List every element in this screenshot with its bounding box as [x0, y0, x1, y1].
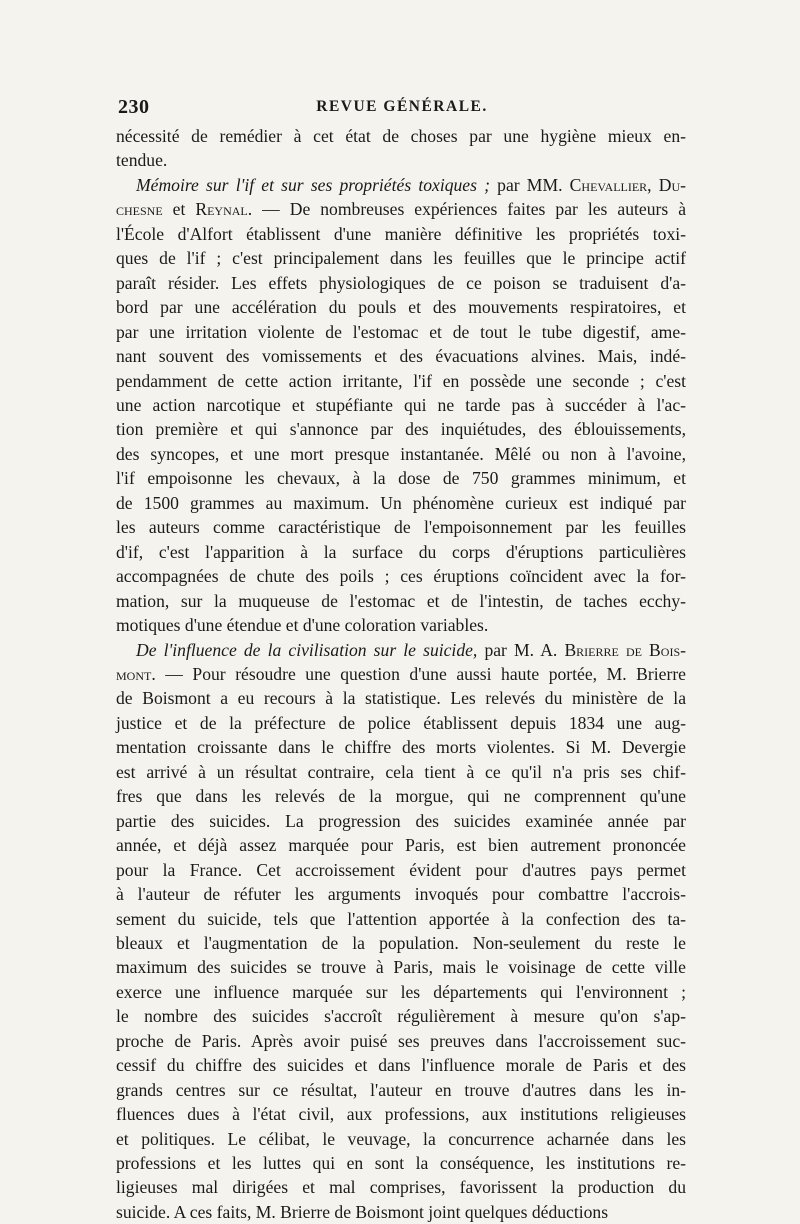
text-line — [116, 638, 686, 662]
text-segment: nant souvent des vomissements et des évacuations alvines. Mais, indé- — [116, 346, 686, 367]
text-line — [116, 540, 686, 564]
text-segment: d'if, c'est l'apparition à la surface du corps d'éruptions particulières — [116, 541, 686, 562]
text-segment: ques de l'if ; c'est principalement dans les feuilles que le principe actif — [116, 248, 686, 269]
text-segment: fres que dans les relevés de la morgue, qui ne comprennent qu'une — [116, 786, 686, 807]
text-segment: . — Pour résoudre une question d'une aussi haute portée, M. Brierre — [151, 663, 686, 684]
text-line — [116, 686, 686, 710]
text-segment: l'if empoisonne les chevaux, à la dose de 750 grammes minimum, et — [116, 468, 686, 489]
author-name: Reynal — [195, 199, 248, 220]
text-segment: paraît résider. Les effets physiologiques de ce poison se traduisent d'a- — [116, 272, 686, 293]
text-line — [116, 858, 686, 882]
author-name: chesne — [116, 199, 163, 220]
text-line — [116, 344, 686, 368]
text-line — [116, 564, 686, 588]
text-segment: cessif du chiffre des suicides et dans l'influence morale de Paris et des — [116, 1055, 686, 1076]
text-line — [116, 1029, 686, 1053]
text-segment: et — [162, 199, 196, 220]
text-segment: l'École d'Alfort établissent d'une manière définitive les propriétés toxi- — [116, 223, 686, 244]
text-line — [116, 809, 686, 833]
text-segment: nécessité de remédier à cet état de choses par une hygiène mieux en- — [116, 126, 686, 146]
text-line — [116, 833, 686, 857]
text-segment: bord par une accélération du pouls et des mouvements respiratoires, et — [116, 297, 686, 318]
text-line — [116, 735, 686, 759]
text-segment: partie des suicides. La progression des suicides examinée année par — [116, 810, 686, 831]
text-segment: accompagnées de chute des poils ; ces éruptions coïncident avec la for- — [116, 566, 686, 587]
author-name: Chevallier, Du- — [569, 174, 686, 195]
text-line — [116, 515, 686, 539]
text-segment: le nombre des suicides s'accroît régulièrement à mesure qu'on s'ap- — [116, 1006, 686, 1027]
text-line — [116, 246, 686, 270]
text-segment: motiques d'une étendue et d'une coloration variables. — [116, 615, 489, 636]
text-segment: pour la France. Cet accroissement évident pour d'autres pays permet — [116, 859, 686, 880]
text-segment: des syncopes, et une mort presque instantanée. Mêlé ou non à l'avoine, — [116, 443, 686, 464]
text-line — [116, 1200, 686, 1224]
text-line — [116, 662, 686, 686]
text-line — [116, 882, 686, 906]
page-number: 230 — [118, 96, 150, 118]
text-segment: année, et déjà assez marquée pour Paris, est bien autrement prononcée — [116, 835, 686, 856]
text-line — [116, 1127, 686, 1151]
text-line — [116, 931, 686, 955]
text-line — [116, 1175, 686, 1199]
text-line — [116, 955, 686, 979]
article-body — [116, 124, 686, 1224]
text-segment: maximum des suicides se trouve à Paris, mais le voisinage de cette ville — [116, 957, 686, 978]
text-segment: une action narcotique et stupéfiante qui ne tarde pas à succéder à l'ac- — [116, 394, 686, 415]
text-line — [116, 980, 686, 1004]
article-title: Mémoire sur l'if et sur ses propriétés toxiques ; — [136, 174, 490, 195]
text-segment: mentation croissante dans le chiffre des morts violentes. Si M. Devergie — [116, 737, 686, 758]
text-segment: tendue. — [116, 150, 168, 171]
text-line — [116, 295, 686, 319]
text-segment: proche de Paris. Après avoir puisé ses preuves dans l'accroissement suc- — [116, 1030, 686, 1051]
text-line — [116, 148, 686, 172]
text-segment: ligieuses mal dirigées et mal comprises, favorissent la production du — [116, 1177, 686, 1198]
text-segment: suicide. A ces faits, M. Brierre de Boismont joint quelques déductions — [116, 1201, 609, 1222]
text-segment: fluences dues à l'état civil, aux professions, aux institutions religieuses — [116, 1104, 686, 1125]
text-line — [116, 613, 686, 637]
text-segment: mation, sur la muqueuse de l'estomac et de l'intestin, de taches ecchy- — [116, 590, 686, 611]
page-header — [118, 96, 686, 122]
text-segment: et politiques. Le célibat, le veuvage, la concurrence acharnée dans les — [116, 1128, 686, 1149]
text-line — [116, 466, 686, 490]
text-segment: bleaux et l'augmentation de la population. Non-seulement du reste le — [116, 932, 686, 953]
article-title: De l'influence de la civilisation sur le suicide, — [136, 639, 478, 660]
text-line — [116, 907, 686, 931]
text-segment: exerce une influence marquée sur les départements qui l'environnent ; — [116, 981, 686, 1002]
text-segment: de Boismont a eu recours à la statistique. Les relevés du ministère de la — [116, 688, 686, 709]
text-line — [116, 1151, 686, 1175]
text-segment: de 1500 grammes au maximum. Un phénomène curieux est indiqué par — [116, 492, 686, 513]
text-line — [116, 760, 686, 784]
text-line — [116, 1102, 686, 1126]
text-line — [116, 124, 686, 148]
running-title: REVUE GÉNÉRALE. — [316, 98, 488, 115]
text-line — [116, 491, 686, 515]
text-line — [116, 1004, 686, 1028]
text-line — [116, 393, 686, 417]
text-segment: sement du suicide, tels que l'attention apportée à la confection des ta- — [116, 908, 686, 929]
text-line — [116, 222, 686, 246]
text-line — [116, 1053, 686, 1077]
text-line — [116, 320, 686, 344]
text-segment: à l'auteur de réfuter les arguments invoqués pour combattre l'accrois- — [116, 884, 686, 905]
text-segment: par MM. — [490, 174, 570, 195]
text-line — [116, 197, 686, 221]
text-segment: tion première et qui s'annonce par des inquiétudes, des éblouissements, — [116, 419, 686, 440]
text-line — [116, 369, 686, 393]
text-line — [116, 173, 686, 197]
text-segment: est arrivé à un résultat contraire, cela tient à ce qu'il n'a pris ses chif- — [116, 761, 686, 782]
text-line — [116, 784, 686, 808]
text-segment: pendamment de cette action irritante, l'if en possède une seconde ; c'est — [116, 370, 686, 391]
text-segment: par M. A. — [477, 639, 565, 660]
text-line — [116, 711, 686, 735]
text-segment: les auteurs comme caractéristique de l'empoisonnement par les feuilles — [116, 517, 686, 538]
text-segment: . — De nombreuses expériences faites par les auteurs à — [247, 199, 686, 220]
text-line — [116, 442, 686, 466]
text-segment: par une irritation violente de l'estomac et de tout le tube digestif, ame- — [116, 321, 686, 342]
text-line — [116, 589, 686, 613]
text-line — [116, 271, 686, 295]
text-line — [116, 1078, 686, 1102]
author-name: Brierre de Bois- — [564, 639, 686, 660]
text-segment: grands centres sur ce résultat, l'auteur en trouve d'autres dans les in- — [116, 1079, 686, 1100]
author-name: mont — [116, 663, 152, 684]
text-line — [116, 417, 686, 441]
text-segment: professions et les luttes qui en sont la conséquence, les institutions re- — [116, 1153, 686, 1174]
text-segment: justice et de la préfecture de police établissent depuis 1834 une aug- — [116, 712, 686, 733]
